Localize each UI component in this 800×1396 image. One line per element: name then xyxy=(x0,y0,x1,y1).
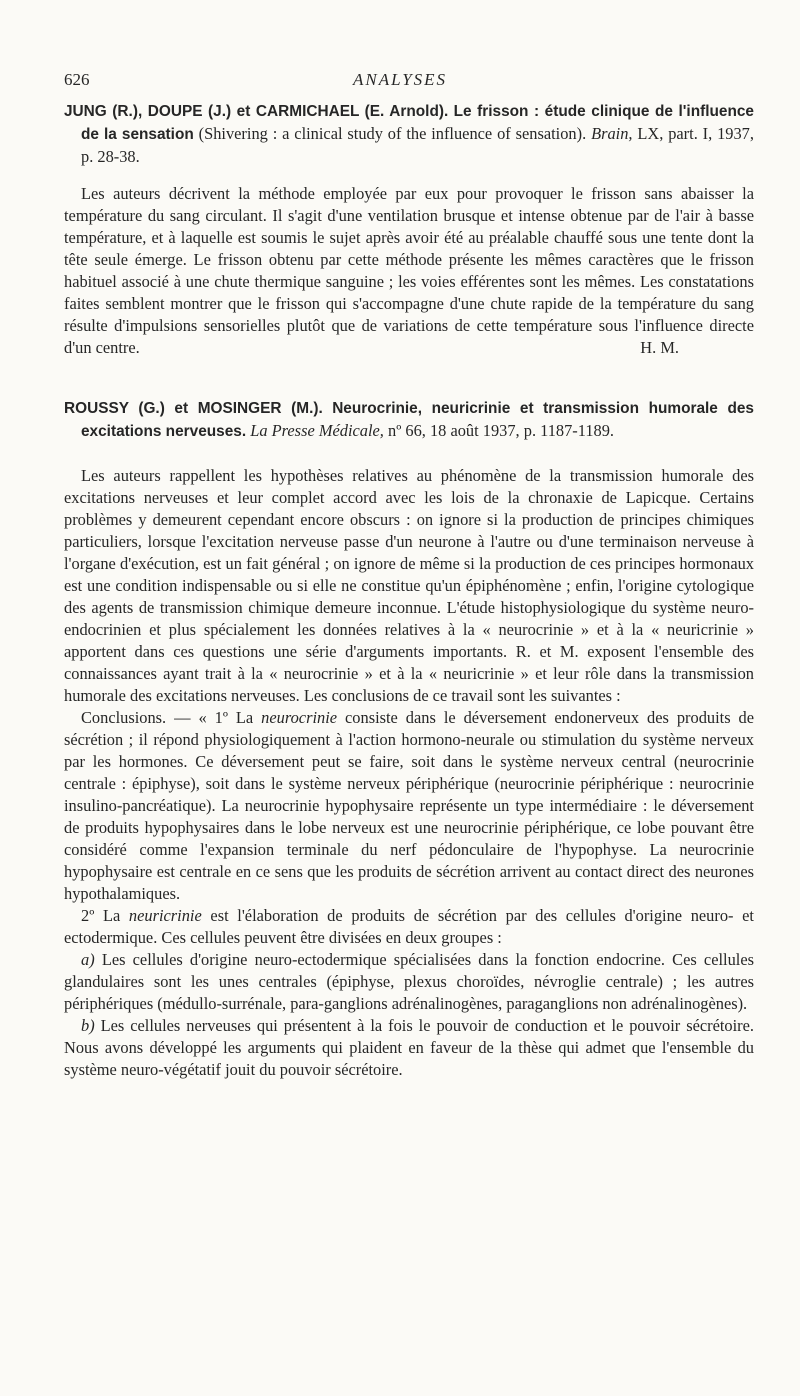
article-1-signature: H. M. xyxy=(640,338,679,357)
term-neurocrinie: neurocrinie xyxy=(261,708,338,727)
article-2-group-a xyxy=(64,949,754,1015)
group-b-marker: b) xyxy=(81,1016,95,1035)
article-2-conclusions-2 xyxy=(64,905,754,949)
article-1-subtitle: (Shivering : a clinical study of the influence of sensation). xyxy=(198,124,587,143)
article-1-reference xyxy=(64,100,754,168)
article-1-abstract xyxy=(64,183,754,359)
group-a-text: Les cellules d'origine neuro-ectodermique spécialisées dans la fonction endocrine. Ces cellules glandulaires sont les unes centrales (épiphyse, plexus choroïdes, névroglie centrale) ; les autres périphériques (médullo-surrénale, para-ganglions adrénalinogènes, paraganglions non adrénalinogènes). xyxy=(64,950,754,1013)
running-title: ANALYSES xyxy=(352,70,448,89)
article-2-title: Neurocrinie, neuricrinie et transmission humorale des excitations nerveuses. xyxy=(81,400,754,440)
article-2-authors: ROUSSY (G.) et MOSINGER (M.). xyxy=(64,400,323,417)
page-header xyxy=(64,70,736,94)
article-1-abstract-text: Les auteurs décrivent la méthode employée par eux pour provoquer le frisson sans abaisser la température du sang circulant. Il s'agit d'une ventilation brusque et intense obtenue par de l'air à basse température, et à laquelle est soumis le sujet après avoir été au préalable chauffé sous une tente dont la tête seule émerge. Le frisson obtenu par cette méthode présente les mêmes caractères que le frisson habituel associé à une chute thermique sanguine ; les voies efférentes sont les mêmes. Les constatations faites semblent montrer que le frisson qui s'accompagne d'une chute rapide de la température du sang résulte d'impulsions sensorielles plutôt que de variations de cette température sous l'influence directe d'un centre. xyxy=(64,184,754,357)
group-a-marker: a) xyxy=(81,950,95,969)
article-2-conclusions-1 xyxy=(64,707,754,905)
conclusions-1-text: consiste dans le déversement endonerveux des produits de sécrétion ; il répond physiologiquement à l'action hormono-neurale ou stimulation du système nerveux par les hormones. Ce déversement peut se faire, soit dans le système nerveux central (neurocrinie centrale : épiphyse), soit dans le système nerveux périphérique (neurocrinie périphérique : neurocrinie insulino-pancréatique). La neurocrinie hypophysaire représente un type intermédiaire : le déversement de produits hypophysaires dans le lobe nerveux est une neurocrinie périphérique, ce lobe pouvant être considéré comme l'expansion terminale du nerf pédonculaire de l'hypophyse. La neurocrinie hypophysaire est centrale en ce sens que les produits de sécrétion arrivent au contact direct des neurones hypothalamiques. xyxy=(64,708,755,903)
page-number: 626 xyxy=(64,70,90,89)
article-2-paragraph-1: Les auteurs rappellent les hypothèses relatives au phénomène de la transmission humorale des excitations nerveuses et leur complet accord avec les lois de la chronaxie de Lapicque. Certains problèmes y demeurent cependant encore obscurs : on ignore si la production de principes chimiques particuliers, lorsque l'excitation nerveuse passe d'un neurone à l'autre ou d'une terminaison nerveuse à l'organe d'exécution, est un fait général ; on ignore de même si la production de ces principes hormonaux est une condition indispensable ou si elle ne constitue qu'un épiphénomène ; enfin, l'origine cytologique des agents de transmission chimique demeure inconnue. L'étude histophysiologique du système neuro-endocrinien et plus spécialement les données relatives à la « neurocrinie » et à la « neuricrinie » apportent dans ces questions une série d'arguments importants. R. et M. exposent l'ensemble des connaissances ayant trait à la « neurocrinie » et à la « neuricrinie » et leur rôle dans la transmission humorale des excitations nerveuses. Les conclusions de ce travail sont les suivantes : xyxy=(64,466,754,705)
article-2-citation: nº 66, 18 août 1937, p. 1187-1189. xyxy=(388,421,615,440)
article-2-journal: La Presse Médicale, xyxy=(250,421,384,440)
article-2-group-b xyxy=(64,1015,754,1081)
conclusions-lead: Conclusions. — « 1º La xyxy=(81,708,254,727)
article-1-journal: Brain, xyxy=(591,124,633,143)
conclusions-2-text: est l'élaboration de produits de sécrétion par des cellules d'origine neuro- et ectodermique. Ces cellules peuvent être divisées en deux groupes : xyxy=(64,906,754,947)
term-neuricrinie: neuricrinie xyxy=(128,906,202,925)
group-b-text: Les cellules nerveuses qui présentent à la fois le pouvoir de conduction et le pouvoir sécrétoire. Nous avons développé les arguments qui plaident en faveur de la thèse qui admet que l'ensemble du système neuro-végétatif jouit du pouvoir sécrétoire. xyxy=(64,1016,754,1079)
page-content xyxy=(64,100,754,1081)
article-1-title: Le frisson : étude clinique de l'influence de la sensation xyxy=(81,103,754,143)
article-1-authors: JUNG (R.), DOUPE (J.) et CARMICHAEL (E. Arnold). xyxy=(64,103,449,120)
article-1-citation: LX, part. I, 1937, p. 28-38. xyxy=(81,124,754,166)
conclusions-2-lead: 2º La xyxy=(81,906,121,925)
article-2-reference xyxy=(64,397,754,443)
